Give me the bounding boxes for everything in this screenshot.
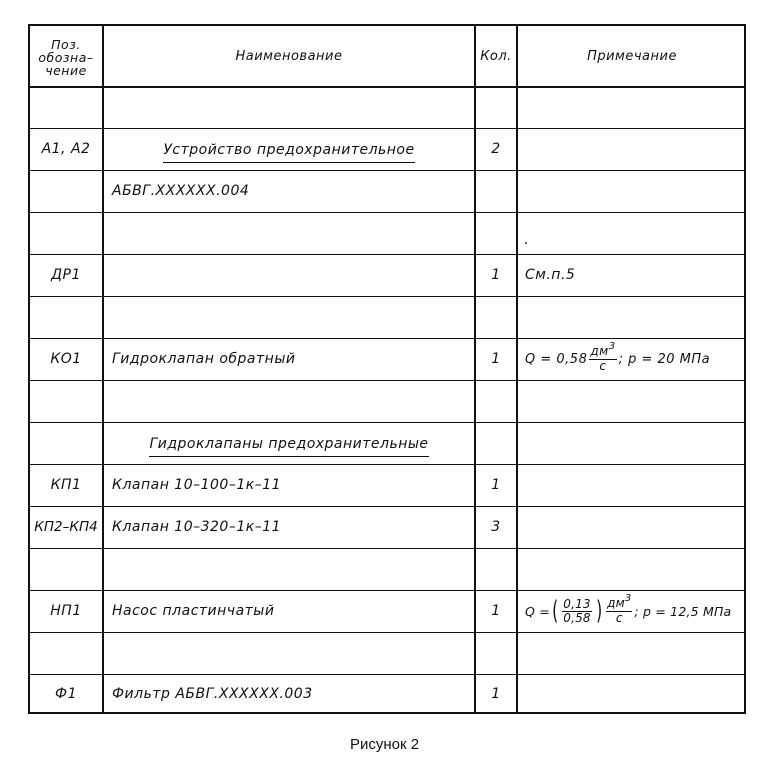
formula-left-paren: ( (551, 596, 559, 626)
formula-prefix: Q = 0,58 (525, 351, 588, 367)
header-quantity: Кол. (480, 48, 512, 64)
fraction-numerator: дм (590, 344, 609, 358)
row-quantity: 1 (491, 267, 501, 283)
row-quantity: 1 (491, 351, 501, 367)
row-quantity: 1 (491, 603, 501, 619)
row-name (104, 422, 474, 464)
fraction-exponent: 3 (624, 593, 632, 604)
row-name (104, 128, 474, 170)
row-divider (30, 296, 744, 297)
row-position: НП1 (50, 603, 82, 619)
row-position: КП2–КП4 (34, 519, 98, 535)
header-position (30, 30, 102, 84)
row-name: Насос пластинчатый (112, 603, 275, 619)
row-name: Клапан 10–100–1к–11 (112, 477, 282, 493)
header-position-line1: Поз. (51, 36, 81, 52)
row-note: См.п.5 (525, 267, 576, 283)
row-divider (30, 380, 744, 381)
formula-fraction (589, 341, 616, 373)
inner-denominator: 0,58 (563, 610, 591, 625)
row-divider (30, 212, 744, 213)
row-note-formula (518, 590, 746, 632)
row-divider (30, 548, 744, 549)
specification-table (28, 24, 746, 714)
formula-inner-fraction (562, 598, 592, 625)
row-position: КП1 (50, 477, 82, 493)
row-position: A1, A2 (41, 141, 91, 157)
header-note: Примечание (587, 48, 677, 64)
row-name: АБВГ.XXXXXX.004 (112, 183, 250, 199)
formula-suffix: ; p = 12,5 МПа (634, 603, 732, 619)
row-position: ДР1 (51, 267, 81, 283)
row-name: Клапан 10–320–1к–11 (112, 519, 282, 535)
row-quantity: 1 (491, 686, 501, 702)
row-divider (30, 632, 744, 633)
formula-suffix: ; p = 20 МПа (618, 351, 711, 367)
fraction-denominator: с (599, 359, 607, 373)
formula-prefix: Q = (525, 603, 550, 619)
row-name: Гидроклапан обратный (112, 351, 296, 367)
figure-caption: Рисунок 2 (349, 736, 420, 753)
inner-numerator: 0,13 (563, 596, 591, 611)
header-position-line3: чение (45, 62, 87, 78)
header-divider (30, 86, 744, 88)
row-quantity: 2 (491, 141, 501, 157)
fraction-denominator: с (615, 611, 623, 625)
header-position-line2: обозна– (38, 49, 94, 65)
fraction-exponent: 3 (608, 341, 616, 352)
row-position: Ф1 (55, 686, 77, 702)
formula-fraction (606, 593, 632, 625)
row-quantity: 3 (491, 519, 501, 535)
row-quantity: 1 (491, 477, 501, 493)
formula-right-paren: ) (595, 596, 603, 626)
section-heading: Гидроклапаны предохранительные (149, 436, 428, 457)
row-note-formula (518, 338, 746, 380)
stray-mark (525, 242, 527, 244)
row-name: Фильтр АБВГ.XXXXXX.003 (112, 686, 313, 702)
row-position: КО1 (50, 351, 82, 367)
fraction-numerator: дм (607, 596, 625, 610)
section-heading: Устройство предохранительное (163, 142, 414, 163)
header-name: Наименование (235, 48, 343, 64)
